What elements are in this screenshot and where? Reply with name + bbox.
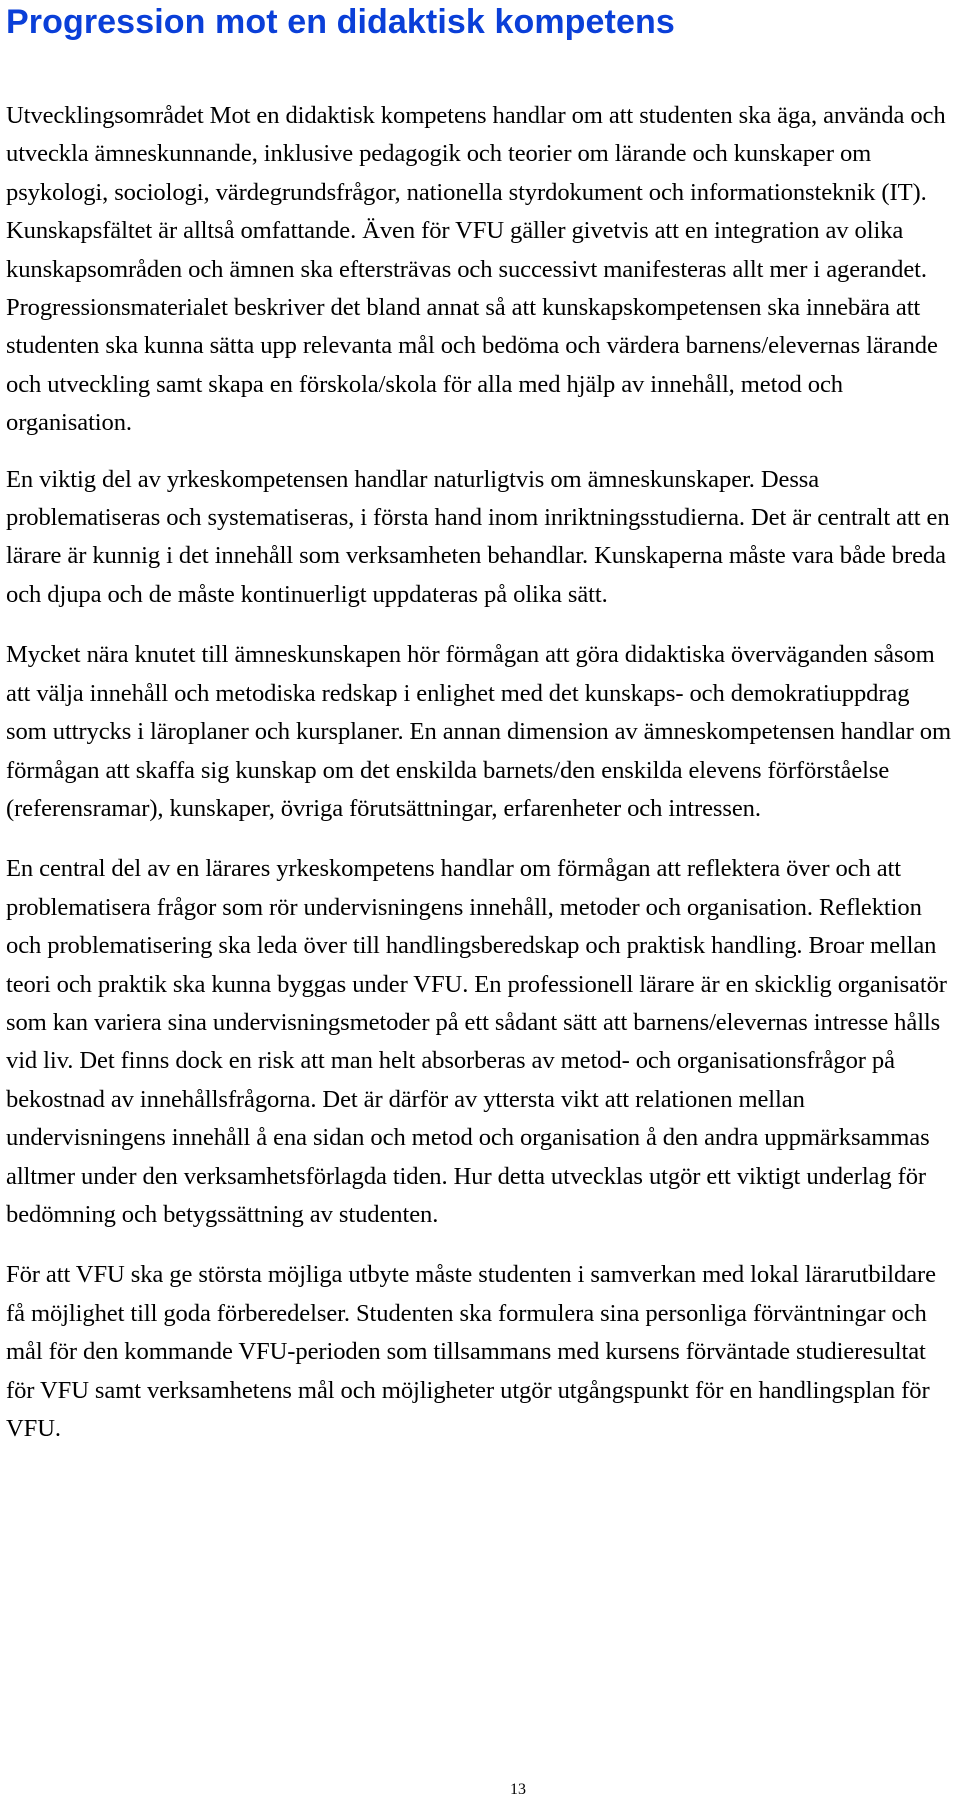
body-text <box>6 97 956 1448</box>
paragraph-1: Utvecklingsområdet Mot en didaktisk kompetens handlar om att studenten ska äga, använda och utveckla ämneskunnande, inklusive pedagogik och teorier om lärande och kunskaper om psykologi, sociologi, värdegrundsfrågor, nationella styrdokument och informationsteknik (IT). Kunskapsfältet är alltså omfattande. Även för VFU gäller givetvis att en integration av olika kunskapsområden och ämnen ska eftersträvas och successivt manifesteras allt mer i agerandet. Progressionsmaterialet beskriver det bland annat så att kunskapskompetensen ska innebära att studenten ska kunna sätta upp relevanta mål och bedöma och värdera barnens/elevernas lärande och utveckling samt skapa en förskola/skola för alla med hjälp av innehåll, metod och organisation. <box>6 102 946 437</box>
page-number: 13 <box>510 1781 526 1798</box>
paragraph-5: För att VFU ska ge största möjliga utbyte måste studenten i samverkan med lokal lärarutbildare få möjlighet till goda förberedelser. Studenten ska formulera sina personliga förväntningar och mål för den kommande VFU-perioden som tillsammans med kursens förväntade studieresultat för VFU samt verksamhetens mål och möjligheter utgör utgångspunkt för en handlingsplan för VFU. <box>6 1261 936 1442</box>
section-heading: Progression mot en didaktisk kompetens <box>6 3 675 41</box>
paragraph-3: Mycket nära knutet till ämneskunskapen hör förmågan att göra didaktiska överväganden såsom att välja innehåll och metodiska redskap i enlighet med det kunskaps- och demokratiuppdrag som uttrycks i läroplaner och kursplaner. En annan dimension av ämneskompetensen handlar om förmågan att skaffa sig kunskap om det enskilda barnets/den enskilda elevens förförståelse (referensramar), kunskaper, övriga förutsättningar, erfarenheter och intressen. <box>6 641 952 822</box>
paragraph-4: En central del av en lärares yrkeskompetens handlar om förmågan att reflektera över och att problematisera frågor som rör undervisningens innehåll, metoder och organisation. Reflektion och problematisering ska leda över till handlingsberedskap och praktisk handling. Broar mellan teori och praktik ska kunna byggas under VFU. En professionell lärare är en skicklig organisatör som kan variera sina undervisningsmetoder på ett sådant sätt att barnens/elevernas intresse hålls vid liv. Det finns dock en risk att man helt absorberas av metod- och organisationsfrågor på bekostnad av innehållsfrågorna. Det är därför av yttersta vikt att relationen mellan undervisningens innehåll å ena sidan och metod och organisation å den andra uppmärksammas alltmer under den verksamhetsförlagda tiden. Hur detta utvecklas utgör ett viktigt underlag för bedömning och betygssättning av studenten. <box>6 855 947 1228</box>
document-page <box>6 0 956 1470</box>
paragraph-2: En viktig del av yrkeskompetensen handlar naturligtvis om ämneskunskaper. Dessa problematiseras och systematiseras, i första hand inom inriktningsstudierna. Det är centralt att en lärare är kunnig i det innehåll som verksamheten behandlar. Kunskaperna måste vara både breda och djupa och de måste kontinuerligt uppdateras på olika sätt. <box>6 465 950 608</box>
